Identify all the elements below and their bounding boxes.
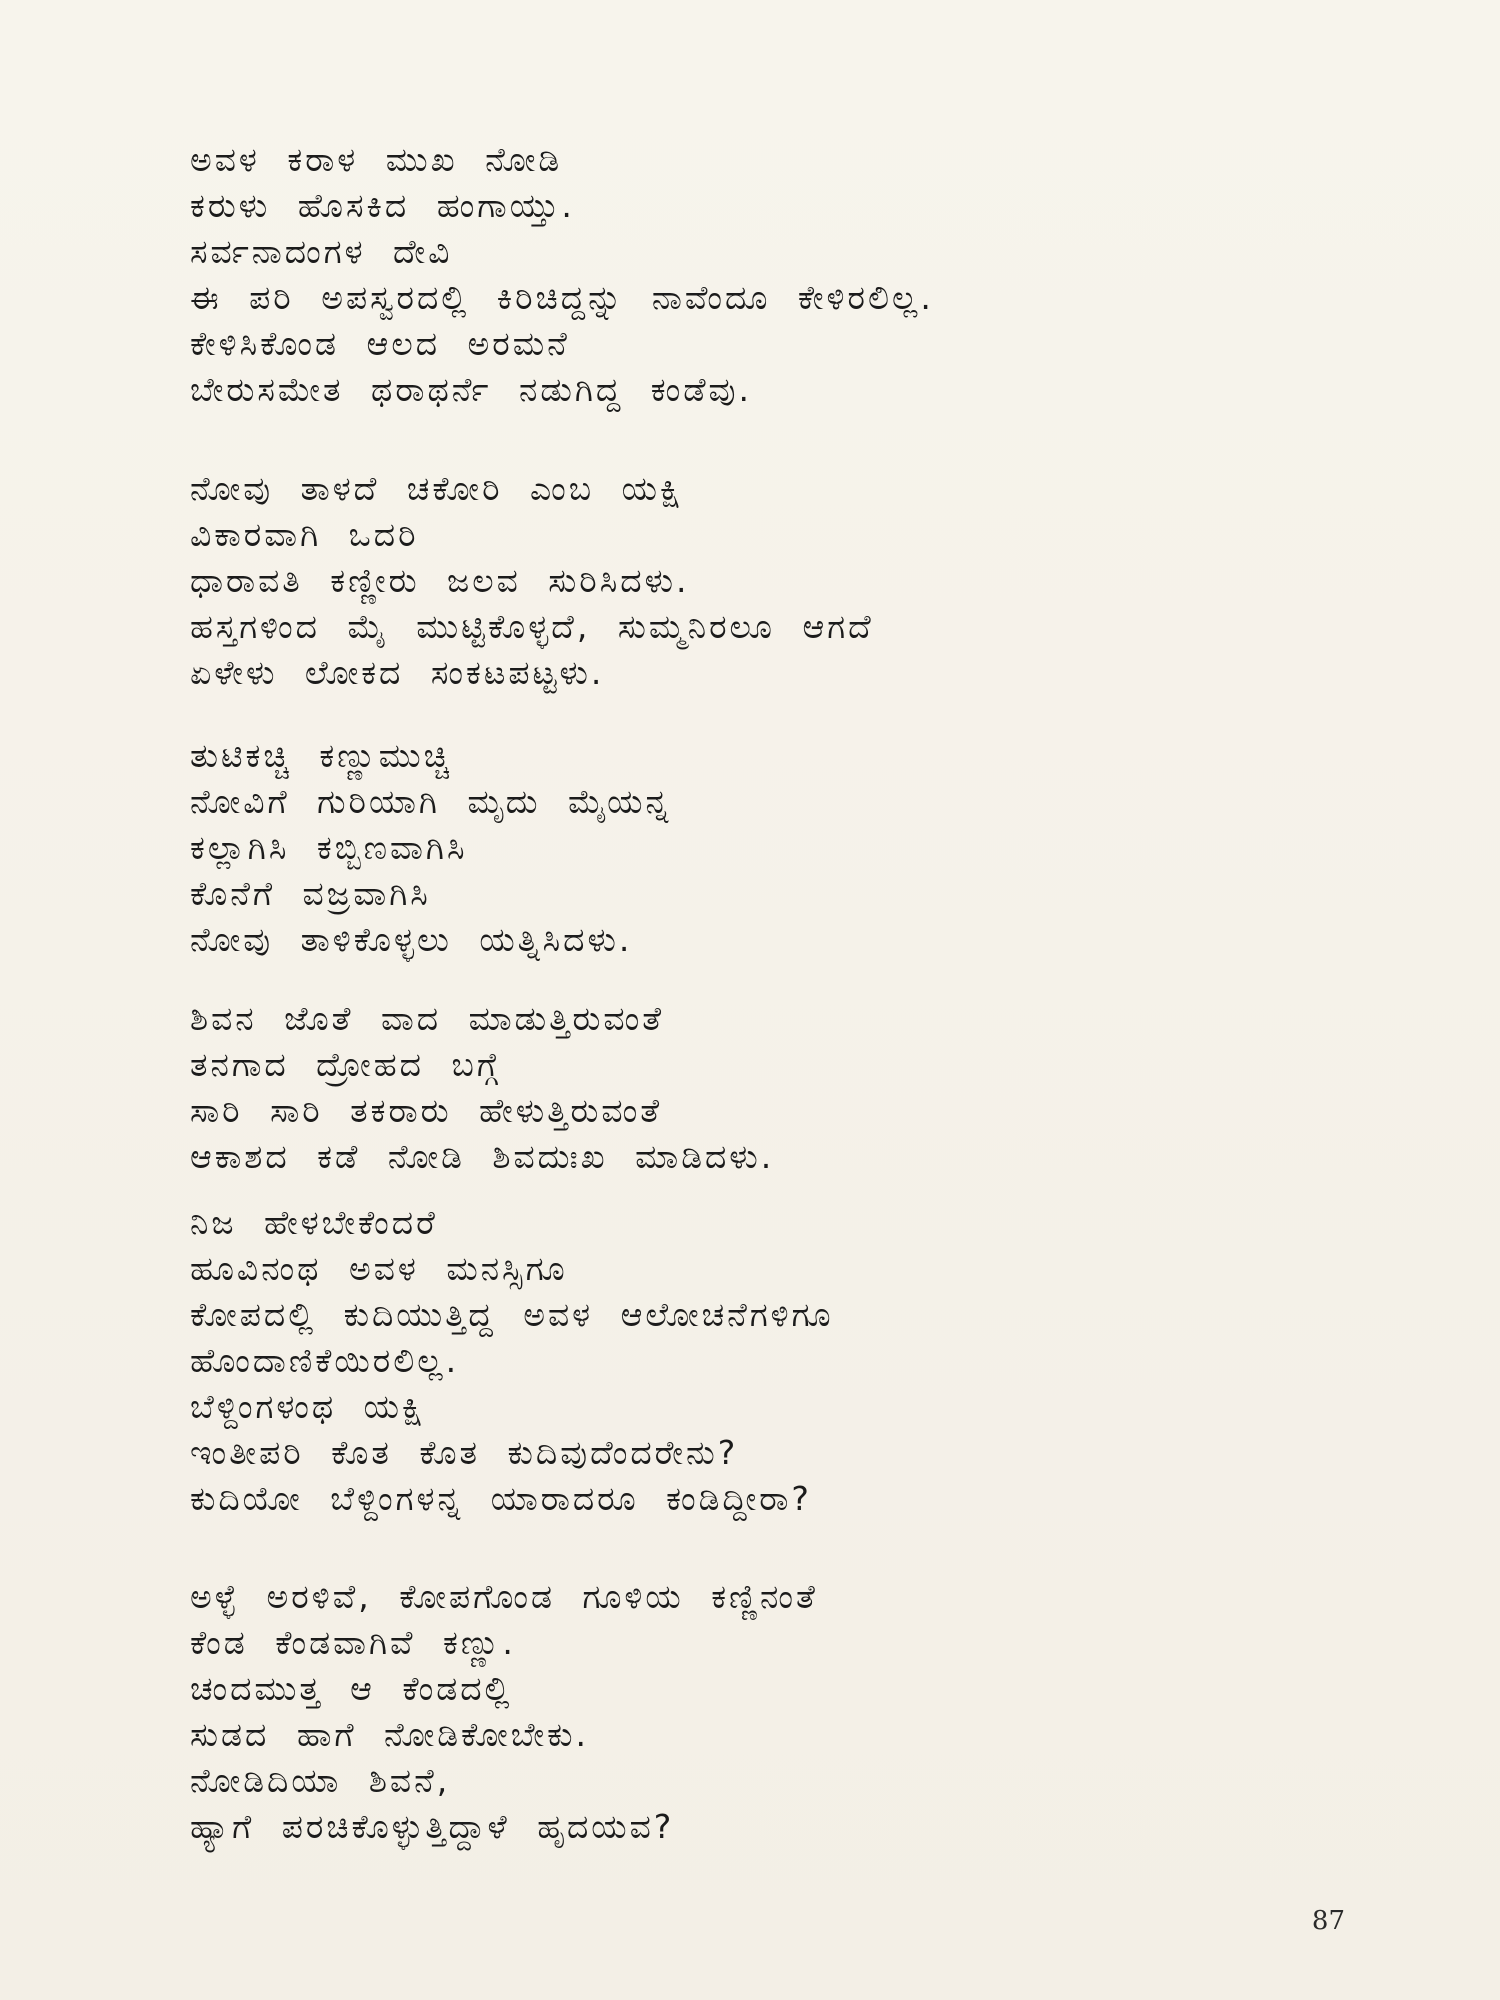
poem-line: ಕೆಂಡ ಕೆಂಡವಾಗಿವೆ ಕಣ್ಣು. [190, 1623, 516, 1662]
poem-line: ಚಂದಮುತ್ತ ಆ ಕೆಂಡದಲ್ಲಿ [190, 1669, 513, 1708]
poem-line: ಸುಡದ ಹಾಗೆ ನೋಡಿಕೋಬೇಕು. [190, 1715, 589, 1754]
poem-line: ಕೊನೆಗೆ ವಜ್ರವಾಗಿಸಿ [190, 874, 431, 913]
poem-line: ಸಾರಿ ಸಾರಿ ತಕರಾರು ಹೇಳುತ್ತಿರುವಂತೆ [190, 1091, 663, 1130]
stanza-2 [190, 466, 1390, 696]
poem-line: ನೋವಿಗೆ ಗುರಿಯಾಗಿ ಮೃದು ಮೈಯನ್ನ [190, 782, 672, 821]
stanza-5 [190, 1200, 1390, 1522]
stanza-4 [190, 996, 1390, 1180]
poem-line: ಶಿವನ ಜೊತೆ ವಾದ ಮಾಡುತ್ತಿರುವಂತೆ [190, 999, 665, 1038]
poem-line: ನೋಡಿದಿಯಾ ಶಿವನೆ, [190, 1761, 451, 1800]
poem-line: ವಿಕಾರವಾಗಿ ಒದರಿ [190, 515, 419, 554]
poem-line: ಏಳೇಳು ಲೋಕದ ಸಂಕಟಪಟ್ಟಳು. [190, 653, 605, 692]
poem-line: ನೋವು ತಾಳಿಕೊಳ್ಳಲು ಯತ್ನಿಸಿದಳು. [190, 920, 633, 959]
poem-line: ಈ ಪರಿ ಅಪಸ್ವರದಲ್ಲಿ ಕಿರಿಚಿದ್ದನ್ನು ನಾವೆಂದೂ ಕೇಳಿರಲಿಲ್ಲ. [190, 278, 934, 317]
stanza-3 [190, 733, 1390, 963]
poem-line: ಬೇರುಸಮೇತ ಥರಾಥರ್ನೆ ನಡುಗಿದ್ದ ಕಂಡೆವು. [190, 370, 752, 409]
poem-line: ಸರ್ವನಾದಂಗಳ ದೇವಿ [190, 232, 453, 271]
poem-line: ಕರುಳು ಹೊಸಕಿದ ಹಂಗಾಯ್ತು. [190, 186, 575, 225]
poem-line: ತನಗಾದ ದ್ರೋಹದ ಬಗ್ಗೆ [190, 1045, 501, 1084]
page-number: 87 [1311, 1906, 1345, 1936]
poem-line: ಆಕಾಶದ ಕಡೆ ನೋಡಿ ಶಿವದುಃಖ ಮಾಡಿದಳು. [190, 1137, 775, 1176]
poem-line: ಇಂತೀಪರಿ ಕೊತ ಕೊತ ಕುದಿವುದೆಂದರೇನು? [190, 1433, 739, 1472]
poem-line: ಅಳ್ಳೆ ಅರಳಿವೆ, ಕೋಪಗೊಂಡ ಗೂಳಿಯ ಕಣ್ಣಿನಂತೆ [190, 1577, 818, 1616]
poem-line: ಧಾರಾವತಿ ಕಣ್ಣೀರು ಜಲವ ಸುರಿಸಿದಳು. [190, 561, 690, 600]
poem-line: ನಿಜ ಹೇಳಬೇಕೆಂದರೆ [190, 1203, 438, 1242]
poem-line: ಹೊಂದಾಣಿಕೆಯಿರಲಿಲ್ಲ. [190, 1341, 460, 1380]
poem-line: ಹಸ್ತಗಳಿಂದ ಮೈ ಮುಟ್ಟಿಕೊಳ್ಳದೆ, ಸುಮ್ಮನಿರಲೂ ಆಗದೆ [190, 607, 874, 646]
poem-line: ಬೆಳ್ದಿಂಗಳಂಥ ಯಕ್ಷಿ [190, 1387, 426, 1426]
poem-line: ತುಟಿಕಚ್ಚಿ ಕಣ್ಣುಮುಚ್ಚಿ [190, 736, 453, 775]
poem-line: ಹೂವಿನಂಥ ಅವಳ ಮನಸ್ಸಿಗೂ [190, 1249, 568, 1288]
poem-line: ಕುದಿಯೋ ಬೆಳ್ದಿಂಗಳನ್ನ ಯಾರಾದರೂ ಕಂಡಿದ್ದೀರಾ? [190, 1479, 812, 1518]
stanza-1 [190, 137, 1390, 413]
poem-line: ಕೇಳಿಸಿಕೊಂಡ ಆಲದ ಅರಮನೆ [190, 324, 570, 363]
poem-line: ಹ್ಯಾಗೆ ಪರಚಿಕೊಳ್ಳುತ್ತಿದ್ದಾಳೆ ಹೃದಯವ? [190, 1807, 675, 1846]
poem-line: ಅವಳ ಕರಾಳ ಮುಖ ನೋಡಿ [190, 140, 563, 179]
poem-line: ಕೋಪದಲ್ಲಿ ಕುದಿಯುತ್ತಿದ್ದ ಅವಳ ಆಲೋಚನೆಗಳಿಗೂ [190, 1295, 834, 1334]
poem-line: ನೋವು ತಾಳದೆ ಚಕೋರಿ ಎಂಬ ಯಕ್ಷಿ [190, 469, 684, 508]
poem-line: ಕಲ್ಲಾಗಿಸಿ ಕಬ್ಬಿಣವಾಗಿಸಿ [190, 828, 468, 867]
stanza-6 [190, 1574, 1390, 1850]
